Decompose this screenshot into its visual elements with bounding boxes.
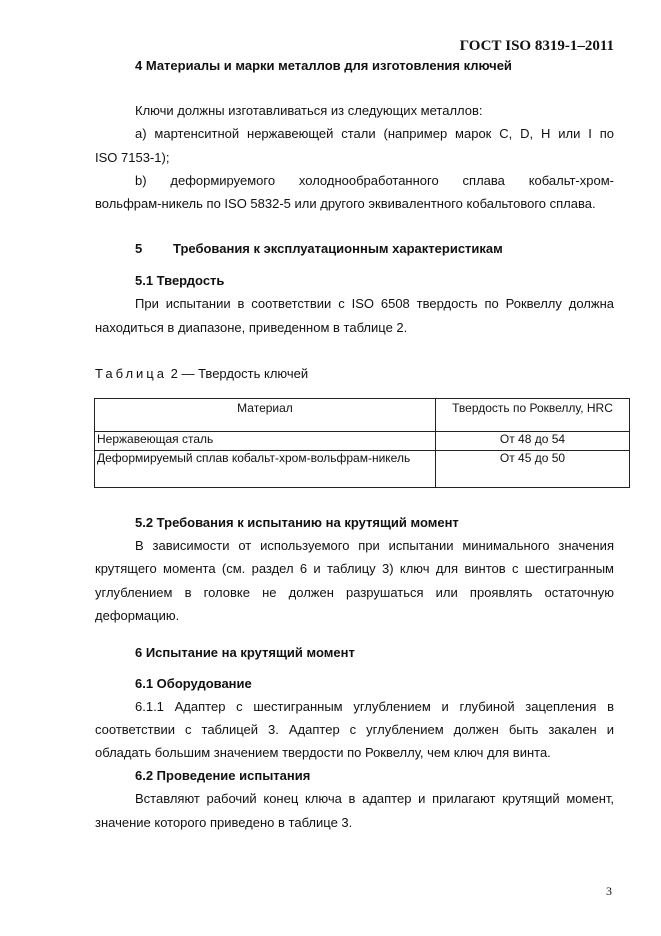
section-6-1-line1: 6.1.1 Адаптер с шестигранным углублением и глубиной зацепления в xyxy=(135,699,614,714)
section-6-1-line2: соответствии с таблицей 3. Адаптер с углублением должен быть закален и xyxy=(95,722,614,737)
table-caption-rest: 2 — Твердость ключей xyxy=(170,366,309,381)
hardness-table xyxy=(94,398,630,488)
section-5-2-line1: В зависимости от используемого при испытании минимального значения xyxy=(135,538,614,553)
table-cell-material: Нержавеющая сталь xyxy=(95,432,436,451)
section-4-item-b-line1: b) деформируемого холоднообработанного сплава кобальт-хром- xyxy=(135,173,614,188)
section-4-item-a-line1: а) мартенситной нержавеющей стали (например марок С, D, Н или I по xyxy=(135,126,614,141)
table-header-hardness: Твердость по Роквеллу, HRC xyxy=(436,399,630,432)
section-6-2-line1: Вставляют рабочий конец ключа в адаптер и прилагают крутящий момент, xyxy=(135,791,614,806)
section-4-item-a-line2: ISO 7153-1); xyxy=(95,150,170,165)
page-number: 3 xyxy=(606,884,612,898)
section-6-1-heading: 6.1 Оборудование xyxy=(135,676,252,691)
table-caption-word: Таблица xyxy=(95,366,167,381)
section-5-2-line4: деформацию. xyxy=(95,608,180,623)
section-5-2-heading: 5.2 Требования к испытанию на крутящий момент xyxy=(135,515,459,530)
section-5-number: 5 xyxy=(135,241,143,256)
section-5-2-line2: крутящего момента (см. раздел 6 и таблицу 3) ключ для винтов с шестигранным xyxy=(95,561,614,576)
table-caption xyxy=(95,366,308,382)
section-6-2-heading: 6.2 Проведение испытания xyxy=(135,768,311,783)
document-code-header: ГОСТ ISO 8319-1–2011 xyxy=(459,38,614,54)
section-4-intro: Ключи должны изготавливаться из следующих металлов: xyxy=(135,103,483,118)
section-5-1-line2: находиться в диапазоне, приведенном в таблице 2. xyxy=(95,320,408,335)
section-4-heading: 4 Материалы и марки металлов для изготовления ключей xyxy=(135,58,512,73)
section-5-2-line3: углублением в головке не должен разрушаться или проявлять остаточную xyxy=(95,585,614,600)
section-5-title: Требования к эксплуатационным характеристикам xyxy=(173,241,503,256)
table-header-material: Материал xyxy=(95,399,436,432)
section-5-1-line1: При испытании в соответствии с ISO 6508 твердость по Роквеллу должна xyxy=(135,296,614,311)
table-row xyxy=(95,432,630,451)
section-5-1-heading: 5.1 Твердость xyxy=(135,273,225,288)
section-6-2-line2: значение которого приведено в таблице 3. xyxy=(95,815,353,830)
section-4-item-b-line2: вольфрам-никель по ISO 5832-5 или другого эквивалентного кобальтового сплава. xyxy=(95,196,596,211)
table-cell-material: Деформируемый сплав кобальт-хром-вольфрам-никель xyxy=(95,451,436,488)
section-6-heading: 6 Испытание на крутящий момент xyxy=(135,645,355,660)
table-row xyxy=(95,451,630,488)
section-6-1-line3: обладать большим значением твердости по Роквеллу, чем ключ для винта. xyxy=(95,745,551,760)
table-cell-hardness: От 48 до 54 xyxy=(436,432,630,451)
table-cell-hardness: От 45 до 50 xyxy=(436,451,630,488)
